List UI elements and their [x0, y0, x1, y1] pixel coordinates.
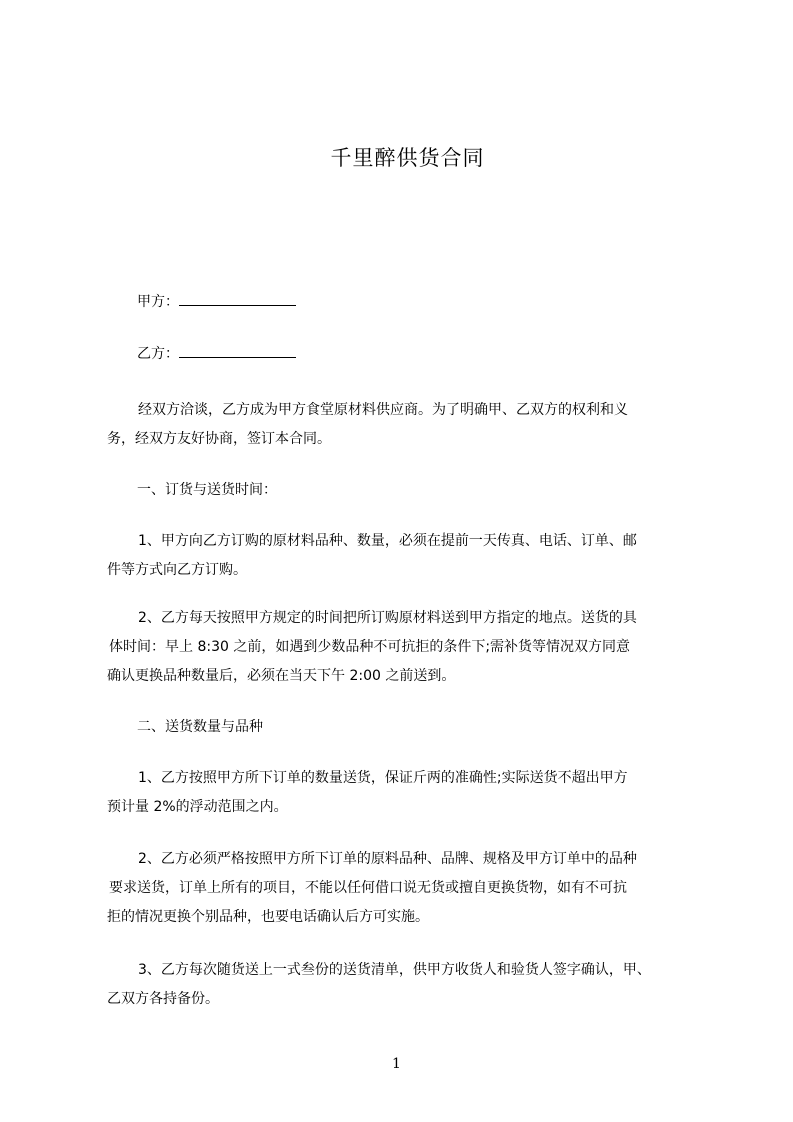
section2-item3-line-2: 乙双方各持备份。: [107, 991, 219, 1007]
section2-item2-line-3: 拒的情况更换个别品种，也要电话确认后方可实施。: [107, 909, 429, 925]
section2-item2-line-2: 要求送货，订单上所有的项目，不能以任何借口说无货或擅自更换货物，如有不可抗: [109, 880, 627, 896]
section1-item1-line-2: 件等方式向乙方订购。: [107, 562, 247, 578]
party-b-blank: [179, 343, 296, 358]
section1-item1-line-1: 1、甲方向乙方订购的原材料品种、数量，必须在提前一天传真、电话、订单、邮: [138, 533, 637, 549]
section2-item1: [107, 764, 719, 822]
section2-item2-line-1: 2、乙方必须严格按照甲方所下订单的原料品种、品牌、规格及甲方订单中的品种: [138, 851, 637, 867]
section2-item3: [107, 956, 719, 1014]
party-a-line: [137, 291, 296, 312]
intro-paragraph: [107, 396, 719, 454]
section1-item2: [107, 604, 719, 691]
intro-line-1: 经双方洽谈，乙方成为甲方食堂原材料供应商。为了明确甲、乙双方的权利和义: [138, 402, 628, 418]
section2-item3-line-1: 3、乙方每次随货送上一式叁份的送货清单，供甲方收货人和验货人签字确认，甲、: [138, 962, 651, 978]
section2-item1-line-1: 1、乙方按照甲方所下订单的数量送货，保证斤两的准确性;实际送货不超出甲方: [138, 770, 628, 786]
page-number: 1: [392, 1056, 401, 1072]
party-a-label: 甲方：: [137, 294, 179, 310]
intro-line-2: 务，经双方友好协商，签订本合同。: [107, 431, 331, 447]
section2-item2: [107, 845, 719, 932]
section2-heading: 二、送货数量与品种: [137, 719, 263, 735]
section1-item2-line-1: 2、乙方每天按照甲方规定的时间把所订购原材料送到甲方指定的地点。送货的具: [138, 610, 637, 626]
section1-item1: [107, 527, 719, 585]
section1-item2-line-3: 确认更换品种数量后，必须在当天下午 2:00 之前送到。: [107, 668, 456, 684]
party-a-blank: [179, 291, 296, 306]
document-title: 千里醉供货合同: [330, 146, 485, 170]
party-b-label: 乙方：: [137, 346, 179, 362]
section2-item1-line-2: 预计量 2%的浮动范围之内。: [107, 799, 288, 815]
party-b-line: [137, 343, 296, 364]
section1-item2-line-2: 体时间：早上 8:30 之前，如遇到少数品种不可抗拒的条件下;需补货等情况双方同意: [109, 639, 631, 655]
section1-heading: 一、订货与送货时间：: [137, 482, 277, 498]
